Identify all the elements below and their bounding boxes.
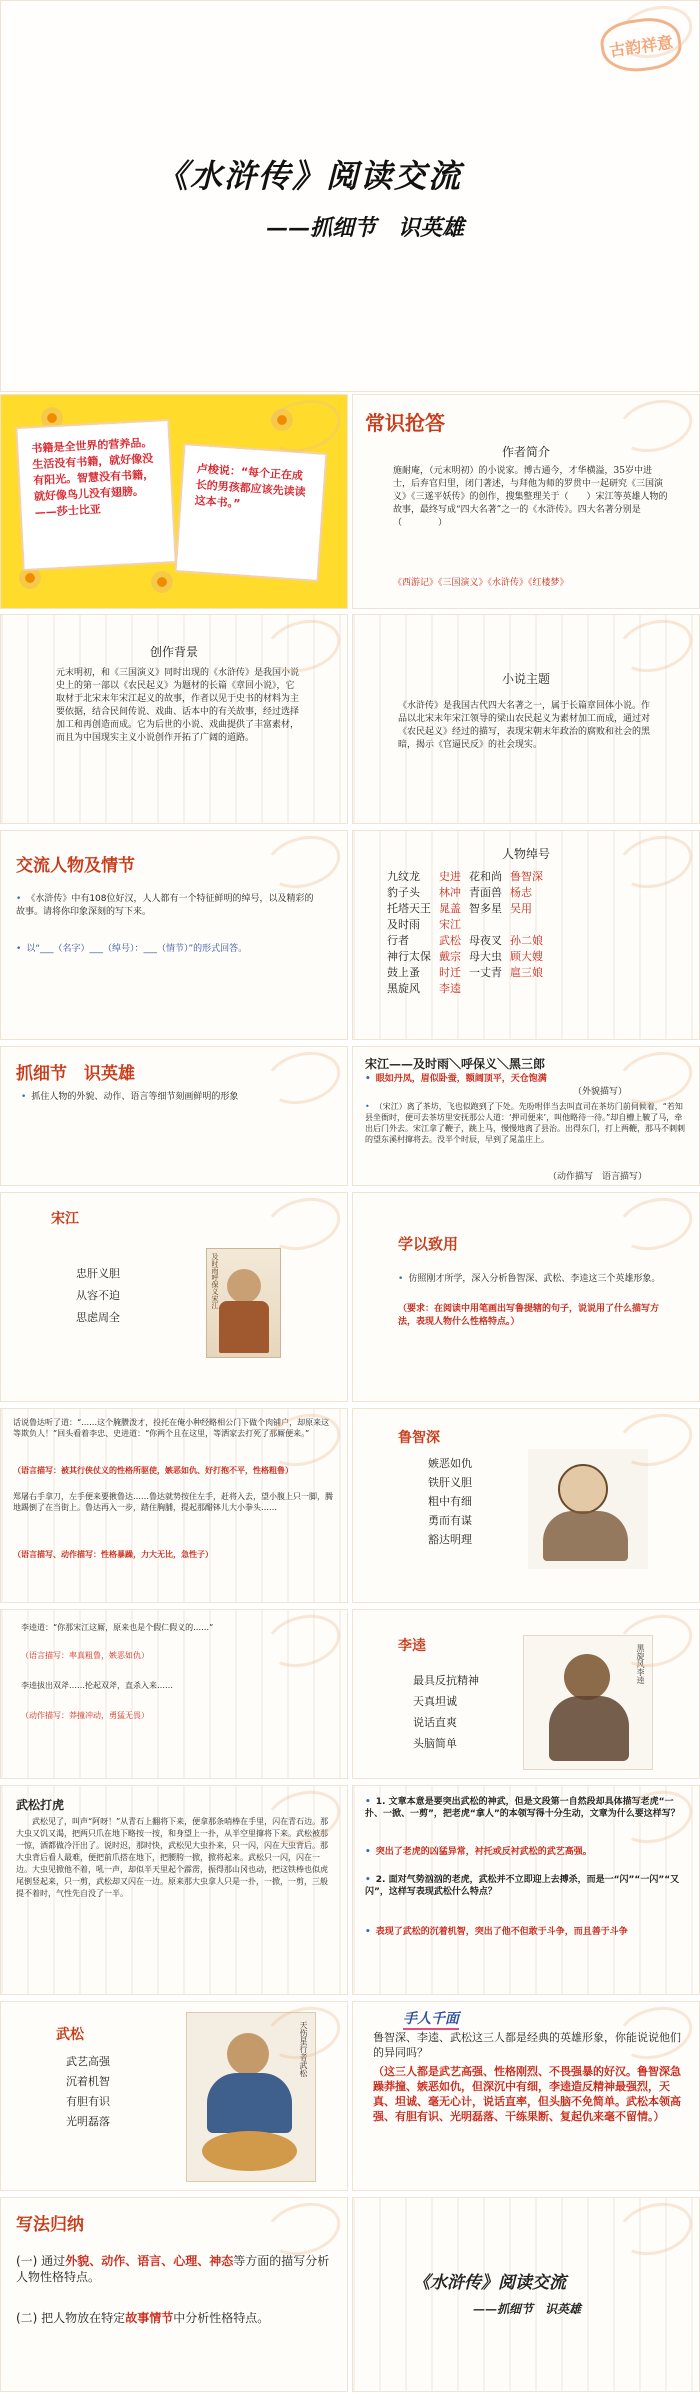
- trait: 粗中有细: [428, 1495, 472, 1508]
- portrait-head-icon: [227, 2033, 269, 2075]
- bullet-text: • 抓住人物的外貌、动作、语言等细节刻画鲜明的形象: [21, 1091, 321, 1104]
- songjiang-portrait: [206, 1248, 281, 1358]
- trait: 天真坦诚: [413, 1695, 457, 1708]
- wusong-text-slide: [0, 1785, 348, 1995]
- hero-name-cell: 孙二娘: [510, 934, 543, 947]
- trait: 最具反抗精神: [413, 1674, 479, 1687]
- hero-name-cell: [506, 981, 547, 997]
- trait: 忠肝义胆: [76, 1267, 120, 1280]
- nickname-row: [383, 869, 547, 885]
- flower-icon: [271, 409, 293, 431]
- quote-text-2: 卢梭说：“每个正在成长的男孩都应该先读读这本书。”: [194, 462, 306, 511]
- nickname-cell: 一丈青: [469, 966, 502, 979]
- trait: 豁达明理: [428, 1533, 472, 1546]
- summary-text: (二) 把人物放在特定: [16, 2311, 126, 2325]
- requirement-text: （要求：在阅读中用笔画出写鲁提辖的句子，说说用了什么描写方法，表现人物什么性格特点。）: [398, 1304, 660, 1327]
- portrait-head-icon: [558, 1464, 608, 1514]
- portrait-robe-icon: [219, 1301, 269, 1353]
- nickname-cell: 智多星: [469, 902, 502, 915]
- trait: 嫉恶如仇: [428, 1457, 472, 1470]
- luzhishen-text-slide: [0, 1408, 348, 1603]
- slide-title: 交流人物及情节: [16, 856, 135, 876]
- appearance-text: • 眼如丹凤，眉似卧蚕，额阔顶平，天仓饱满: [365, 1073, 675, 1086]
- portrait-caption: 黑旋风李逵: [636, 1644, 645, 1684]
- nickname-cell: 花和尚: [469, 870, 502, 883]
- hero-name-cell: 吴用: [510, 902, 532, 915]
- question-2: • 2. 面对气势汹汹的老虎，武松并不立即迎上去搏杀，而是一“闪”“一闪”“又闪”，这样写表现武松什么特点？: [365, 1874, 685, 1898]
- note-1: （语言描写：率真粗鲁，嫉恶如仇）: [21, 1651, 149, 1660]
- comparison-slide: [352, 2001, 700, 2191]
- exchange-slide: [0, 830, 348, 1040]
- slide-tag: 手人千面: [403, 2008, 459, 2030]
- trait: 勇而有谋: [428, 1514, 472, 1527]
- quote-card-2: [177, 445, 325, 579]
- title-slide: [0, 0, 700, 392]
- background-body: 元末明初，和《三国演义》同时出现的《水浒传》是我国小说史上的第一部以《农民起义》为题材的长篇《章回小说》，它取材于北宋末年宋江起义的故事，作者以见于史书的材料为主要依据，结合民间传说、戏曲、话本中的有关故事，经过选择加工和再创造而成。它为后世的小说、戏曲提供了丰富素材，而且为中国现实主义小说创作开拓了广阔的道路。: [56, 668, 300, 743]
- portrait-body-icon: [549, 1696, 629, 1761]
- summary-highlight: 外貌、动作、语言、心理、神态: [65, 2254, 234, 2268]
- flower-icon: [151, 571, 173, 593]
- author-body: 施耐庵，（元末明初）的小说家。博古通今，才华横溢，35岁中进士，后弃官归里，闭门著述，与拜他为师的罗贯中一起研究《三国演义》《三遂平妖传》的创作，搜集整理关于（ ）宋江等英雄人物的故事，最终写成“四大名著”之一的《水浒传》。四大名著分别是（ ）: [393, 466, 668, 528]
- hero-name-cell: 顾大嫂: [510, 950, 543, 963]
- nickname-cell: 鼓上蚤: [387, 966, 420, 979]
- likui-portrait: [523, 1635, 653, 1770]
- practice-slide: [352, 1192, 700, 1402]
- hero-name-cell: [506, 917, 547, 933]
- bullet-format: • 以“___（名字）___（绰号）：___（情节）”的形式回答。: [16, 943, 316, 956]
- nickname-cell: 托塔天王: [387, 902, 431, 915]
- question-text: 鲁智深、李逵、武松这三人都是经典的英雄形象，你能说说他们的异同吗？: [373, 2031, 681, 2059]
- trait: 武艺高强: [66, 2055, 110, 2068]
- note-1: （语言描写：被其行侠仗义的性格所驱使，嫉恶如仇、好打抱不平，性格粗鲁）: [13, 1465, 293, 1475]
- slide-title: 常识抢答: [365, 411, 445, 435]
- nickname-cell: 行者: [387, 934, 409, 947]
- nickname-cell: 豹子头: [387, 886, 420, 899]
- seal-logo: [598, 14, 684, 77]
- trait: 思虑周全: [76, 1311, 120, 1324]
- trait-list: [413, 1670, 479, 1754]
- portrait-head-icon: [227, 1269, 261, 1303]
- nickname-cell: 及时雨: [387, 918, 420, 931]
- trait: 从容不迫: [76, 1289, 120, 1302]
- trait: 有胆有识: [66, 2095, 110, 2108]
- slide-title: 抓细节 识英雄: [16, 1064, 135, 1084]
- hero-name-cell: 戴宗: [439, 950, 461, 963]
- nickname-row: [383, 885, 547, 901]
- nickname-cell: 九纹龙: [387, 870, 420, 883]
- nickname-cell: 母大虫: [469, 950, 502, 963]
- appearance-note: （外貌描写）: [573, 1087, 628, 1097]
- trait: 光明磊落: [66, 2115, 110, 2128]
- trait: 沉着机智: [66, 2075, 110, 2088]
- hero-name-cell: 晁盖: [439, 902, 461, 915]
- action-text: • （宋江）离了茶坊，飞也似跑到了下处。先吩咐伴当去叫直司在茶坊门前伺候着，“若知县坐衙时，便可去茶坊里安抚那公人道：‘押司便来’，叫他略待一待。”却自槽上鞁了马，牵出后门外去。宋江拿了鞭子，跳上马，慢慢地离了县治。出得东门，打上两鞭，那马不刺刺的望东溪村撺将去。没半个时辰，早到了晁盖庄上。: [365, 1101, 685, 1145]
- tiger-icon: [202, 2131, 297, 2171]
- nickname-row: [383, 933, 547, 949]
- trait-list: [428, 1454, 472, 1549]
- slide-title: 学以致用: [398, 1235, 459, 1253]
- main-title: 《水浒传》阅读交流: [156, 157, 463, 195]
- nickname-cell: 神行太保: [387, 950, 431, 963]
- summary-text: 等方面的描写分析人物性格特点。: [16, 2254, 330, 2284]
- answer-2: • 表现了武松的沉着机智，突出了他不但敢于斗争，而且善于斗争: [365, 1926, 685, 1938]
- closing-slide: [352, 2197, 700, 2392]
- portrait-caption: 天伤星行者武松: [299, 2021, 308, 2077]
- summary-highlight: 故事情节: [125, 2311, 174, 2325]
- nickname-row: [383, 917, 547, 933]
- nickname-row: [383, 965, 547, 981]
- songjiang-detail-slide: [352, 1046, 700, 1186]
- flower-icon: [41, 407, 63, 429]
- closing-title: 《水浒传》阅读交流: [413, 2273, 566, 2293]
- songjiang-slide: [0, 1192, 348, 1402]
- summary-point-2: [16, 2310, 336, 2326]
- hero-name-cell: 武松: [439, 934, 461, 947]
- likui-text-slide: [0, 1609, 348, 1779]
- slide-title: 小说主题: [501, 672, 550, 686]
- four-classics: 《西游记》《三国演义》《水浒传》《红楼梦》: [393, 578, 569, 588]
- slide-title: 宋江——及时雨＼呼保义＼黑三郎: [365, 1057, 546, 1071]
- luzhishen-slide: [352, 1408, 700, 1603]
- trait: 说话直爽: [413, 1716, 457, 1729]
- hero-name-cell: 时迁: [439, 966, 461, 979]
- trait-list: [76, 1263, 120, 1329]
- slide-title: 宋江: [51, 1211, 79, 1227]
- nickname-cell: 黑旋风: [387, 982, 420, 995]
- summary-slide: [0, 2197, 348, 2392]
- trait: 头脑简单: [413, 1737, 457, 1750]
- luzhishen-portrait: [528, 1449, 648, 1569]
- portrait-caption: 及时雨呼保义宋江: [211, 1253, 219, 1309]
- background-slide: [0, 614, 348, 824]
- note-2: （动作描写：莽撞冲动，勇猛无畏）: [21, 1711, 149, 1720]
- flower-icon: [19, 567, 41, 589]
- hero-name-cell: 史进: [439, 870, 461, 883]
- seal-text: 古韵祥意: [608, 32, 675, 60]
- nickname-table: [383, 869, 547, 997]
- hero-name-cell: 扈三娘: [510, 966, 543, 979]
- wusong-question-slide: [352, 1785, 700, 1995]
- theme-body: 《水浒传》是我国古代四大名著之一，属于长篇章回体小说。作品以北宋末年宋江领导的梁山农民起义为素材加工而成，通过对《农民起义》经过的描写，表现宋朝末年政治的腐败和社会的黑暗，揭示《官逼民反》的社会现实。: [398, 701, 651, 750]
- summary-text: (一) 通过: [16, 2254, 66, 2268]
- hero-name-cell: 鲁智深: [510, 870, 543, 883]
- quote-text: 书籍是全世界的营养品。生活没有书籍，就好像没有阳光。智慧没有书籍，就好像鸟儿没有翅膀。——莎士比亚: [31, 435, 155, 520]
- bullet-text: • 仿照刚才所学，深入分析鲁智深、武松、李逵这三个英雄形象。: [398, 1273, 663, 1286]
- slide-title: 武松打虎: [16, 1798, 65, 1812]
- closing-subtitle: ——抓细节 识英雄: [473, 2302, 582, 2316]
- note-2: （语言描写、动作描写：性格暴躁，力大无比，急性子）: [13, 1549, 213, 1559]
- action-note: （动作描写 语言描写）: [548, 1172, 648, 1182]
- nickname-cell: 母夜叉: [469, 934, 502, 947]
- nickname-cell: [465, 981, 506, 997]
- portrait-head-icon: [564, 1654, 610, 1700]
- nickname-row: [383, 949, 547, 965]
- passage-1: 李逵道：“你那宋江这厮，原来也是个假仁假义的……”: [21, 1623, 214, 1632]
- bullet-text: • 《水浒传》中有108位好汉，人人都有一个特征鲜明的绰号，以及精彩的故事。请将你印象深刻的写下来。: [16, 893, 316, 919]
- wusong-portrait: [186, 2012, 316, 2182]
- nickname-row: [383, 901, 547, 917]
- nickname-cell: [465, 917, 506, 933]
- answer-text: （这三人都是武艺高强、性格刚烈、不畏强暴的好汉。鲁智深急躁莽撞、嫉恶如仇，但深沉中有细，李逵造反精神最强烈，天真、坦诚、毫无心计，说话直率，但头脑不免简单。武松本领高强、有胆有识、光明磊落、干练果断、复起仇来毫不留情。）: [373, 2065, 681, 2123]
- likui-slide: [352, 1609, 700, 1779]
- slide-title: 人物绰号: [501, 847, 550, 861]
- nicknames-slide: [352, 830, 700, 1040]
- author-slide: [352, 394, 700, 609]
- quote-slide: [0, 394, 348, 609]
- main-subtitle: ——抓细节 识英雄: [266, 215, 465, 241]
- passage-1: 话说鲁达听了道：“……这个腌臜泼才，投托在俺小种经略相公门下做个肉铺户，却原来这等欺负人！”回头看着李忠、史进道：“你两个且在这里，等洒家去打死了那厮便来。”: [13, 1418, 330, 1438]
- detail-slide: [0, 1046, 348, 1186]
- portrait-body-icon: [543, 1511, 628, 1561]
- slide-title: 武松: [56, 2027, 84, 2043]
- slide-title: 创作背景: [149, 645, 198, 659]
- hero-name-cell: 林冲: [439, 886, 461, 899]
- passage-2: 郑屠右手拿刀，左手便来要揪鲁达……鲁达就势按住左手，赶将入去，望小腹上只一脚，腾地踢倒了在当街上。鲁达再入一步，踏住胸脯，提起那醋钵儿大小拳头……: [13, 1492, 333, 1512]
- answer-1: • 突出了老虎的凶猛异常，衬托或反衬武松的武艺高强。: [365, 1846, 685, 1858]
- passage-2: 李逵拔出双斧……抡起双斧，直杀入来……: [21, 1681, 173, 1690]
- question-1: • 1. 文章本意是要突出武松的神武，但是文段第一自然段却具体描写老虎“一扑、一掀、一剪”，把老虎“拿人”的本领写得十分生动，文章为什么要这样写？: [365, 1796, 685, 1820]
- summary-text: 中分析性格特点。: [173, 2311, 270, 2325]
- hero-name-cell: 李逵: [439, 982, 461, 995]
- hero-name-cell: 宋江: [439, 918, 461, 931]
- portrait-body-icon: [207, 2073, 292, 2133]
- slide-title: 写法归纳: [16, 2215, 84, 2235]
- nickname-row: [383, 981, 547, 997]
- summary-point-1: [16, 2253, 336, 2285]
- wusong-passage: 武松见了，叫声“阿呀！”从青石上翻将下来，便拿那条哨棒在手里，闪在青石边。那大虫又饥又渴，把两只爪在地下略按一按，和身望上一扑，从半空里撺将下来。武松被那一惊，酒都做冷汗出了。说时迟，那时快，武松见大虫扑来，只一闪，闪在大虫背后。那大虫背后看人最难，便把前爪搭在地下，把腰胯一掀，掀将起来。武松只一闪，闪在一边。大虫见掀他不着，吼一声，却似半天里起个霹雳，振得那山冈也动，把这铁棒也似虎尾倒竖起来，只一剪，武松却又闪在一边。原来那大虫拿人只是一扑，一掀，一剪，三般提不着时，气性先自没了一半。: [16, 1817, 329, 1898]
- nickname-cell: 青面兽: [469, 886, 502, 899]
- trait: 铁肝义胆: [428, 1476, 472, 1489]
- slide-title: 李逵: [398, 1638, 426, 1654]
- slide-subtitle: 作者简介: [501, 445, 550, 459]
- hero-name-cell: 杨志: [510, 886, 532, 899]
- wusong-slide: [0, 2001, 348, 2191]
- theme-slide: [352, 614, 700, 824]
- trait-list: [66, 2052, 110, 2132]
- slide-title: 鲁智深: [398, 1430, 440, 1446]
- quote-card-1: [17, 421, 174, 569]
